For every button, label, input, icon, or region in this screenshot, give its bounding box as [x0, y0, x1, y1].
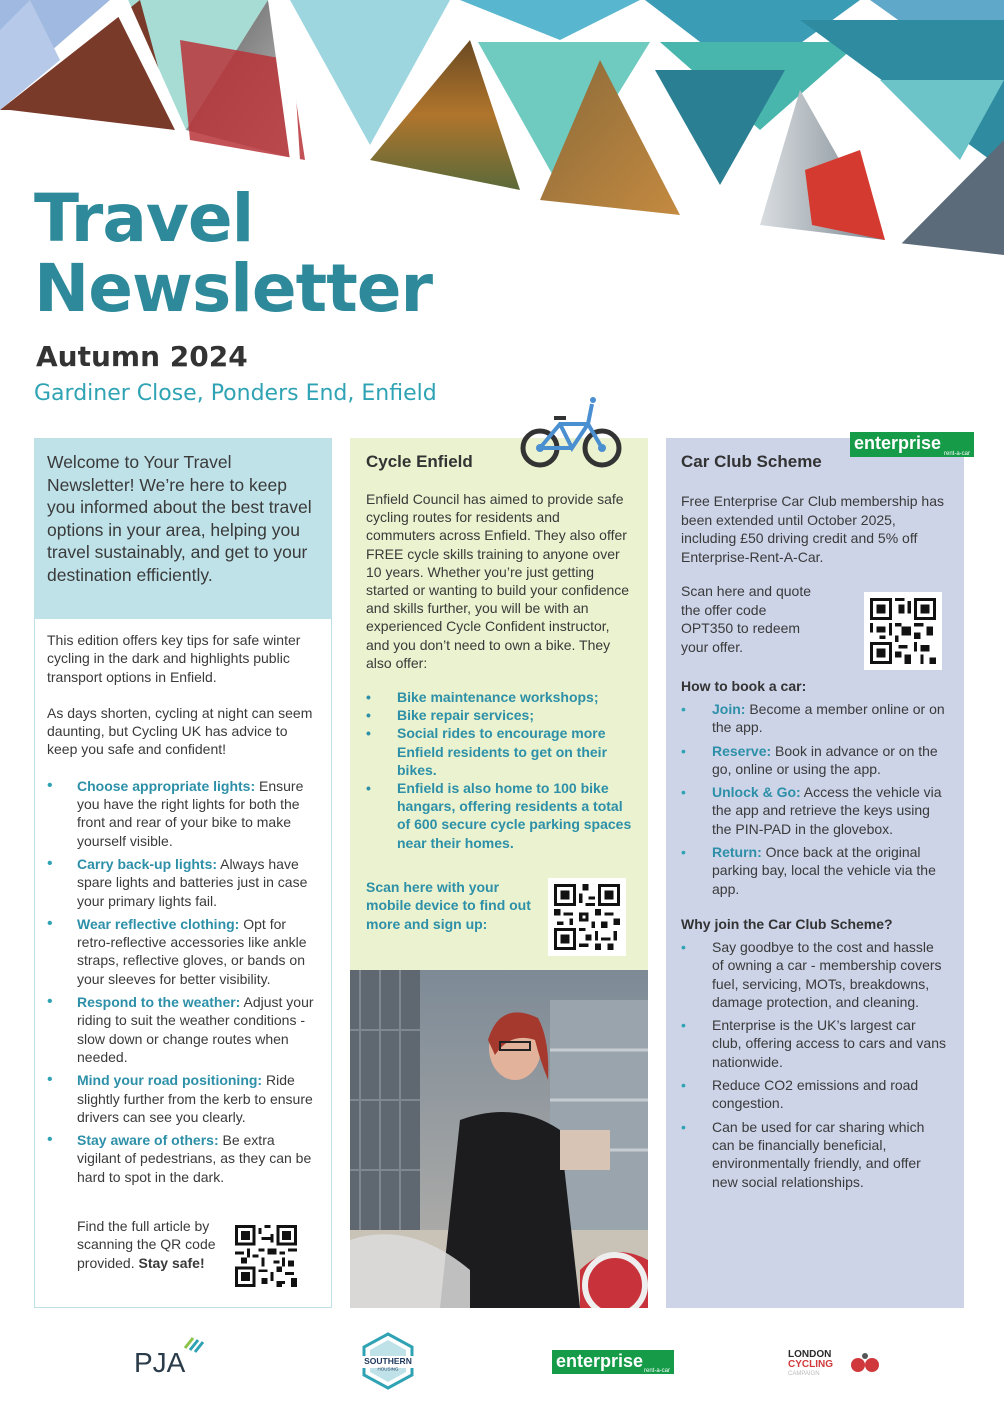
list-item: • Wear reflective clothing: Opt for retro-reflective accessories like ankle straps, reflective gloves, or bands on your sleeves for better visibility.	[47, 915, 319, 988]
list-item: • Reserve: Book in advance or on the go, online or using the app.	[681, 742, 949, 779]
tile	[655, 70, 785, 185]
article-qr-caption: Find the full article by scanning the QR code provided. Stay safe!	[77, 1218, 216, 1271]
enterprise-logo-text: enterprise	[854, 433, 942, 453]
list-item: • Carry back-up lights: Always have spare lights and batteries just in case your primary lights fail.	[47, 855, 319, 910]
list-item: • Unlock & Go: Access the vehicle via the app and retrieve the keys using the PIN-PAD in the glovebox.	[681, 783, 949, 838]
welcome-intro: Welcome to Your Travel Newsletter! We’re here to keep you informed about the best travel options in your area, helping you travel sustainably, and get to your destination efficiently.	[35, 439, 331, 619]
list-item: • Enterprise is the UK’s largest car club, offering access to cars and vans nationwide.	[681, 1016, 949, 1071]
tile	[460, 0, 640, 40]
title-line-1: Travel	[34, 180, 254, 257]
lcc-line-1: LONDON	[788, 1349, 832, 1360]
cycle-signup-caption: Scan here with your mobile device to find out more and sign up:	[366, 879, 531, 932]
car-club-heading: Car Club Scheme	[681, 452, 822, 471]
how-to-book-heading: How to book a car:	[681, 678, 807, 694]
welcome-column	[34, 438, 332, 1308]
list-item: • Bike maintenance workshops;	[366, 688, 632, 706]
enterprise-logo	[850, 432, 974, 457]
enterprise-footer-subtext: rent-a-car	[643, 1368, 670, 1374]
pja-logo	[134, 1334, 208, 1378]
list-item: • Reduce CO2 emissions and road congestion.	[681, 1076, 949, 1113]
list-item: • Return: Once back at the original parking bay, local the vehicle via the app.	[681, 843, 949, 898]
list-item: • Respond to the weather: Adjust your riding to suit the weather conditions - slow down or change routes when needed.	[47, 993, 319, 1066]
list-item: • Join: Become a member online or on the app.	[681, 700, 949, 737]
article-qr-code[interactable]	[235, 1225, 297, 1287]
list-item: • Bike repair services;	[366, 706, 632, 724]
cycle-enfield-text: Enfield Council has aimed to provide safe cycling routes for residents and commuters across Enfield. They also offer FREE cycle skills training to anyone over 10 years. Whether you’re just getting started or wanting to build your confidence and skills further, you will be with an experienced Cycle Confident instructor, and you don’t need to own a bike. They also offer:	[366, 491, 630, 671]
list-item: • Social rides to encourage more Enfield residents to get on their bikes.	[366, 724, 632, 779]
title-line-2: Newsletter	[34, 250, 433, 327]
car-club-intro: Free Enterprise Car Club membership has been extended until October 2025, including £50 driving credit and 5% off Enterprise-Rent-A-Car.	[681, 493, 944, 565]
cycling-tips-section	[35, 619, 331, 1186]
cycle-signup-qr-code[interactable]	[548, 878, 626, 956]
edition-summary: This edition offers key tips for safe winter cycling in the dark and highlights public transport options in Enfield.	[47, 632, 301, 685]
booking-steps-list	[681, 700, 949, 898]
cyclist-photo	[350, 970, 648, 1308]
southern-logo-text: SOUTHERN	[364, 1356, 412, 1366]
southern-housing-logo	[360, 1332, 416, 1390]
list-item: • Enfield is also home to 100 bike hangars, offering residents a total of 600 secure cycle parking spaces near their homes.	[366, 779, 632, 852]
cycling-tips-list	[47, 777, 319, 1186]
location-subtitle: Gardiner Close, Ponders End, Enfield	[34, 381, 437, 406]
offer-code-caption: Scan here and quote the offer code OPT350 to redeem your offer.	[681, 583, 811, 655]
cycle-offers-list	[366, 688, 632, 852]
enterprise-logo-subtext: rent-a-car	[943, 451, 970, 457]
cycle-enfield-heading: Cycle Enfield	[366, 452, 473, 471]
benefits-list	[681, 938, 949, 1191]
enterprise-footer-logo	[552, 1350, 674, 1374]
season-subtitle: Autumn 2024	[36, 340, 248, 373]
southern-logo-subtext: HOUSING	[377, 1366, 399, 1372]
london-cycling-campaign-logo	[788, 1347, 880, 1377]
night-cycling-intro: As days shorten, cycling at night can seem daunting, but Cycling UK has advice to keep you safe and confident!	[47, 704, 313, 758]
photo-station	[900, 140, 1004, 262]
lcc-line-3: CAMPAIGN	[788, 1371, 820, 1377]
car-club-column	[666, 438, 964, 1308]
offer-qr-code[interactable]	[864, 592, 942, 670]
enterprise-footer-text: enterprise	[556, 1351, 644, 1371]
list-item: • Can be used for car sharing which can be financially beneficial, environmentally friendly, and offer new social relationships.	[681, 1118, 949, 1191]
list-item: • Mind your road positioning: Ride slightly further from the kerb to ensure drivers can see you clearly.	[47, 1071, 319, 1126]
lcc-line-2: CYCLING	[788, 1359, 833, 1370]
list-item: • Stay aware of others: Be extra vigilant of pedestrians, as they can be hard to spot in the dark.	[47, 1131, 319, 1186]
why-join-heading: Why join the Car Club Scheme?	[681, 915, 893, 932]
list-item: • Choose appropriate lights: Ensure you have the right lights for both the front and rear of your bike to make yourself visible.	[47, 777, 319, 850]
list-item: • Say goodbye to the cost and hassle of owning a car - membership covers fuel, servicing, MOTs, breakdowns, damage protection, and cleaning.	[681, 938, 949, 1011]
bicycle-icon	[518, 394, 624, 472]
cycle-enfield-column	[350, 438, 648, 970]
pja-logo-text: PJA	[134, 1347, 186, 1378]
